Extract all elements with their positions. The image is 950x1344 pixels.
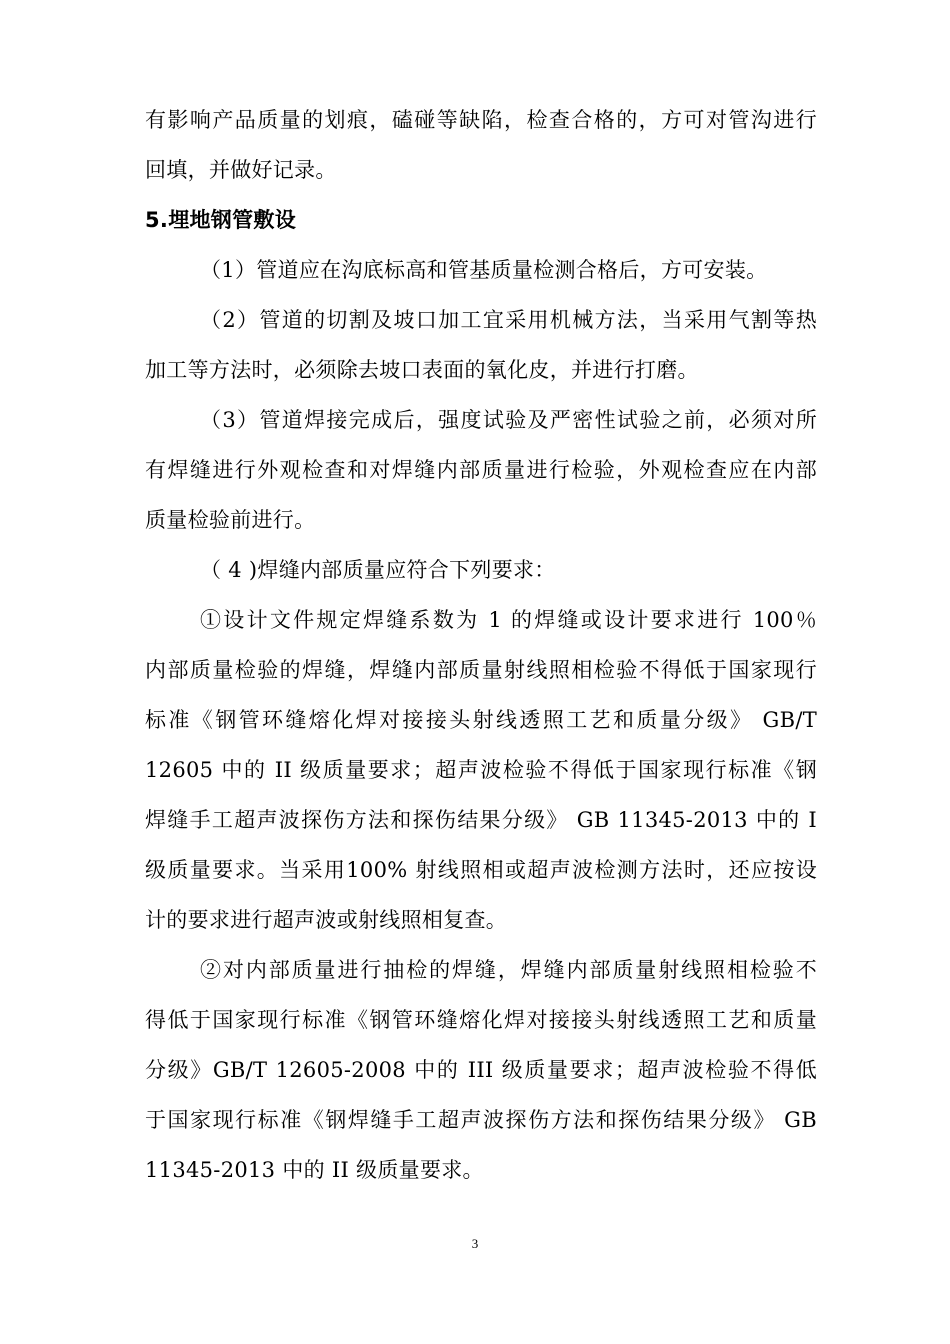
paragraph-line: 级质量要求。当采用100% 射线照相或超声波检测方法时，还应按设: [145, 858, 817, 882]
paragraph-line: 质量检验前进行。: [145, 508, 316, 532]
paragraph-line: 内部质量检验的焊缝，焊缝内部质量射线照相检验不得低于国家现行: [145, 658, 817, 682]
paragraph-line: （2）管道的切割及坡口加工宜采用机械方法，当采用气割等热: [200, 308, 817, 332]
paragraph-line: 于国家现行标准《钢焊缝手工超声波探伤方法和探伤结果分级》 GB: [145, 1108, 817, 1132]
paragraph-line: 得低于国家现行标准《钢管环缝熔化焊对接接头射线透照工艺和质量: [145, 1008, 817, 1032]
paragraph-line: ②对内部质量进行抽检的焊缝，焊缝内部质量射线照相检验不: [200, 958, 817, 982]
paragraph-line: 加工等方法时，必须除去坡口表面的氧化皮，并进行打磨。: [145, 358, 699, 382]
paragraph-line: 有焊缝进行外观检查和对焊缝内部质量进行检验，外观检查应在内部: [145, 458, 817, 482]
paragraph-line: （3）管道焊接完成后，强度试验及严密性试验之前，必须对所: [200, 408, 817, 432]
paragraph-line: 计的要求进行超声波或射线照相复查。: [145, 908, 508, 932]
paragraph-line: 焊缝手工超声波探伤方法和探伤结果分级》 GB 11345-2013 中的 I: [145, 808, 817, 832]
paragraph-line: 标准《钢管环缝熔化焊对接接头射线透照工艺和质量分级》 GB/T: [145, 708, 817, 732]
section-heading: 5.埋地钢管敷设: [145, 208, 296, 232]
paragraph-line: 有影响产品质量的划痕，磕碰等缺陷，检查合格的，方可对管沟进行: [145, 108, 817, 132]
paragraph-line: 11345-2013 中的 II 级质量要求。: [145, 1158, 484, 1182]
page-number: 3: [471, 1236, 479, 1251]
paragraph-line: 回填，并做好记录。: [145, 158, 337, 182]
paragraph-line: （ 4 )焊缝内部质量应符合下列要求：: [200, 558, 556, 582]
paragraph-line: （1）管道应在沟底标高和管基质量检测合格后，方可安装。: [200, 258, 768, 282]
paragraph-line: 分级》GB/T 12605-2008 中的 III 级质量要求；超声波检验不得低: [145, 1058, 817, 1082]
paragraph-line: ①设计文件规定焊缝系数为 1 的焊缝或设计要求进行 100％: [200, 608, 817, 632]
paragraph-line: 12605 中的 II 级质量要求；超声波检验不得低于国家现行标准《钢: [145, 758, 817, 782]
